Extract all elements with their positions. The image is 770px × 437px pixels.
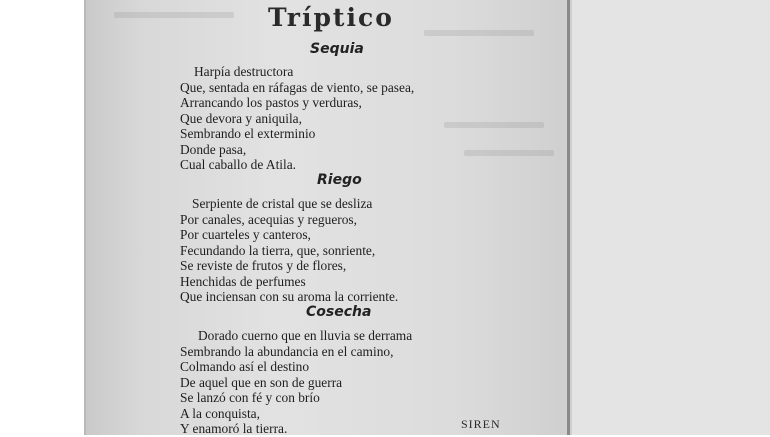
poem-line: De aquel que en son de guerra [180,374,343,390]
poem-line: Colmando así el destino [180,359,310,374]
poem-line: Y enamoró la tierra. [180,421,288,436]
poem-line: Que inciensan con su aroma la corriente. [180,289,399,304]
poem-stanza-cosecha [180,328,412,437]
author-signature: SIREN [461,417,501,431]
poem-line: Henchidas de perfumes [180,273,306,289]
poem-line: Cual caballo de Atila. [180,157,297,172]
bleed-through-text [444,122,544,128]
bleed-through-text [114,12,234,18]
document-title: Tríptico [268,3,394,32]
bleed-through-text [424,30,534,36]
poem-line: Que, sentada en ráfagas de viento, se pasea, [180,79,415,95]
poem-line: Se reviste de frutos y de flores, [180,258,347,273]
poem-line: Sembrando la abundancia en el camino, [180,343,394,359]
poem-line: Donde pasa, [180,141,247,157]
page-right-edge [567,0,570,435]
poem-line: Serpiente de cristal que se desliza [192,196,373,211]
poem-line: Que devora y aniquila, [180,110,302,126]
page-left-edge [84,0,86,435]
poem-stanza-sequia [180,64,414,173]
poem-line: Por cuarteles y canteros, [180,227,311,242]
poem-line: Fecundando la tierra, que, sonriente, [180,242,376,258]
poem-line: Harpía destructora [194,64,294,79]
poem-line: Arrancando los pastos y verduras, [180,95,362,110]
background-margin [572,0,770,435]
poem-stanza-riego [180,196,398,305]
section-heading-cosecha: Cosecha [306,304,372,320]
bleed-through-text [464,150,554,156]
poem-line: A la conquista, [180,405,260,421]
section-heading-sequia: Sequia [310,41,364,57]
poem-line: Dorado cuerno que en lluvia se derrama [198,328,413,343]
section-heading-riego: Riego [317,172,362,188]
poem-line: Se lanzó con fé y con brío [180,390,320,405]
poem-line: Sembrando el exterminio [180,126,316,141]
poem-line: Por canales, acequias y regueros, [180,211,357,227]
